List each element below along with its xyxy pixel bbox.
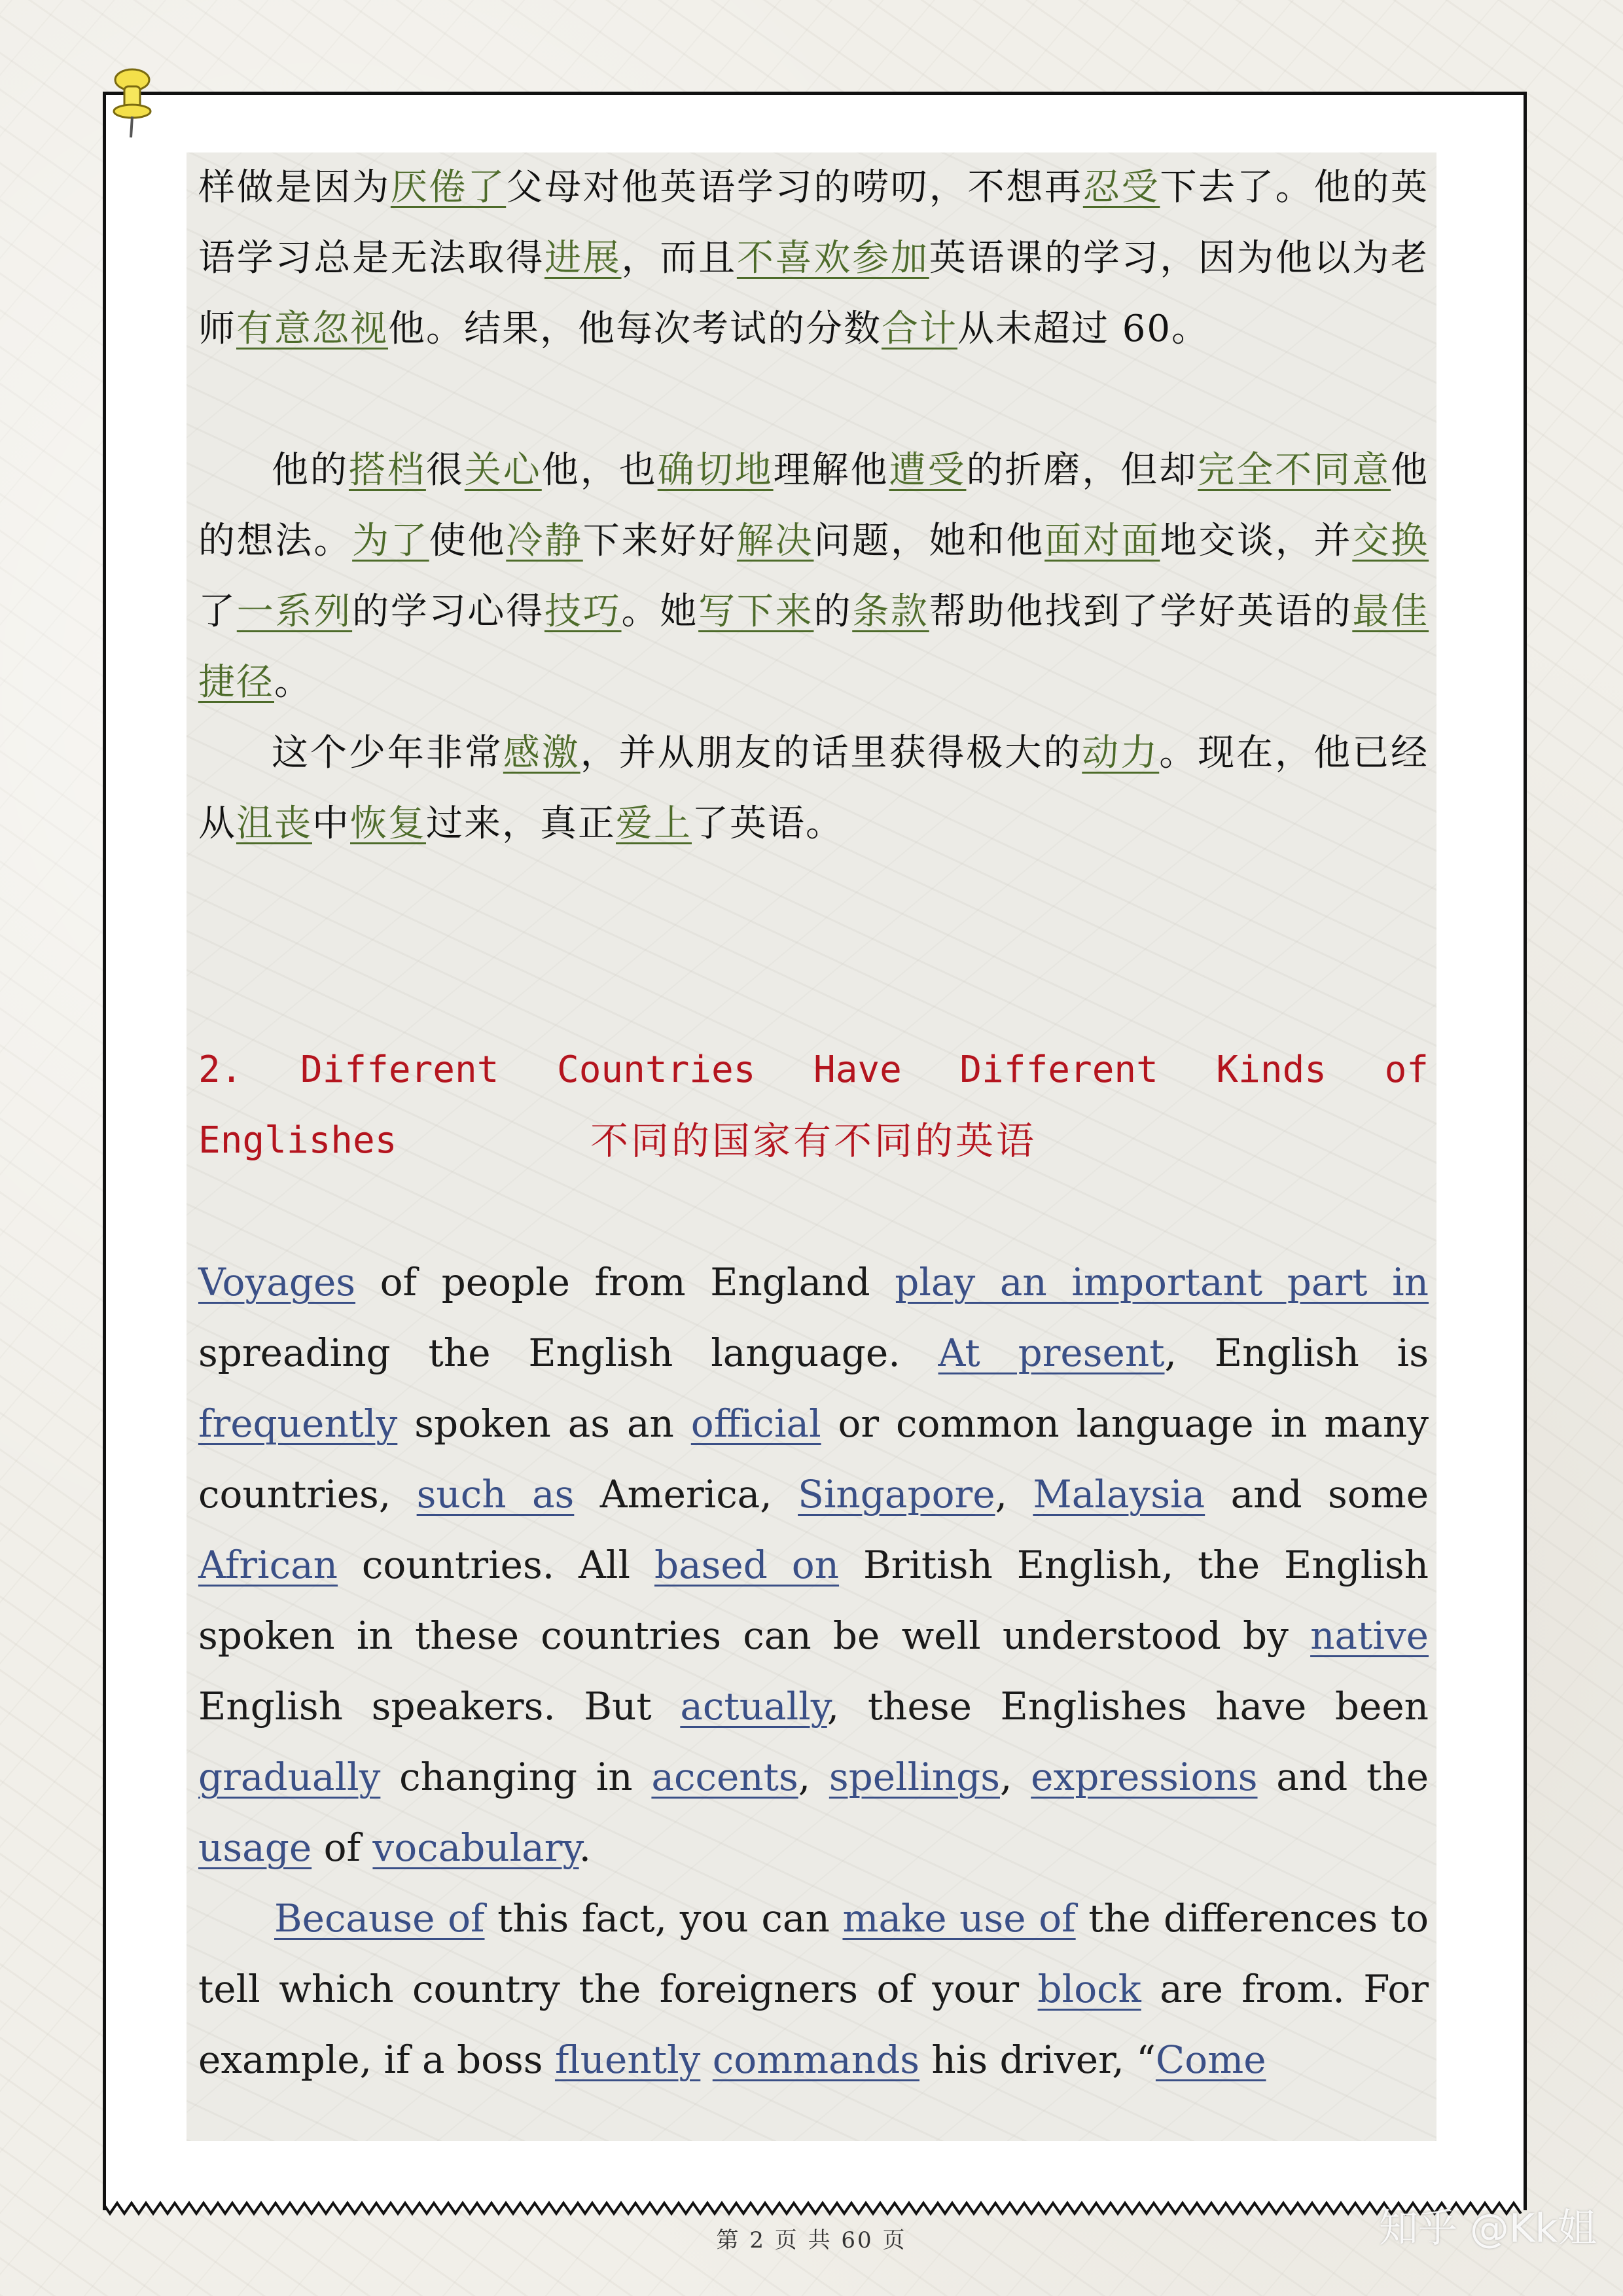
vocabulary-keyword: 不喜欢参加 — [736, 237, 929, 279]
vocabulary-keyword: actually — [680, 1684, 827, 1729]
text-segment: are from. For example, if a boss — [198, 1967, 1429, 2082]
text-segment: 他。结果，他每次考试的分数 — [388, 308, 882, 350]
text-segment — [700, 2037, 712, 2082]
text-segment: , — [995, 1472, 1033, 1516]
text-segment: the differences to tell which country the foreigners of your — [198, 1896, 1429, 2011]
text-segment: ，而且 — [621, 237, 737, 279]
text-segment: 很 — [425, 449, 465, 492]
text-segment: this fact, you can — [484, 1896, 843, 1941]
text-segment: his driver, “ — [919, 2037, 1156, 2082]
text-segment: 他的想法。 — [198, 449, 1429, 562]
text-segment: , — [798, 1755, 829, 1799]
vocabulary-keyword: native — [1310, 1613, 1429, 1658]
text-segment: 的 — [813, 590, 853, 633]
vocabulary-keyword: Singapore — [798, 1472, 995, 1516]
vocabulary-keyword: such as — [416, 1472, 575, 1516]
vocabulary-keyword: accents — [651, 1755, 798, 1799]
vocabulary-keyword: 完全不同意 — [1198, 449, 1391, 492]
vocabulary-keyword: 恢复 — [350, 802, 426, 845]
text-segment: 问题，她和他 — [813, 520, 1045, 562]
vocabulary-keyword: frequently — [198, 1401, 398, 1446]
text-segment: 英语课的学习，因为他以为老师 — [198, 237, 1429, 350]
text-segment: 他，也 — [541, 449, 658, 492]
text-segment: 下去了。他的英语学习总是无法取得 — [198, 166, 1429, 279]
text-segment: 中 — [312, 802, 350, 845]
vocabulary-keyword: Come — [1155, 2037, 1266, 2082]
vocabulary-keyword: make use of — [842, 1896, 1076, 1941]
text-segment: 这个少年非常 — [272, 732, 503, 774]
page-number: 第 2 页 共 60 页 — [716, 2227, 907, 2253]
vocabulary-keyword: 关心 — [464, 449, 542, 492]
text-segment: 他的 — [272, 449, 349, 492]
text-segment: , these Englishes have been — [827, 1684, 1429, 1729]
text-segment: ，并从朋友的话里获得极大的 — [580, 732, 1082, 774]
vocabulary-keyword: spellings — [829, 1755, 1000, 1799]
vocabulary-keyword: block — [1037, 1967, 1141, 2011]
text-segment: 使他 — [429, 520, 507, 562]
text-segment: 下来好好 — [582, 520, 737, 562]
vocabulary-keyword: 有意忽视 — [236, 308, 388, 350]
vocabulary-keyword: Voyages — [198, 1260, 356, 1304]
text-segment: spoken as an — [397, 1401, 691, 1446]
text-segment: changing in — [380, 1755, 652, 1799]
vocabulary-keyword: 交换 — [1352, 520, 1429, 562]
text-segment: 了英语。 — [692, 802, 844, 845]
vocabulary-keyword: gradually — [198, 1755, 381, 1799]
text-segment: spreading the English language. — [198, 1331, 938, 1375]
text-segment: 父母对他英语学习的唠叨，不想再 — [506, 166, 1083, 209]
vocabulary-keyword: 进展 — [544, 237, 622, 279]
vocabulary-keyword: 忍受 — [1082, 166, 1160, 209]
section-title-en: 2. Different Countries Have Different Kinds of Englishes — [198, 1049, 1429, 1162]
section-title-zh: 不同的国家有不同的英语 — [590, 1119, 1037, 1163]
vocabulary-keyword: 遭受 — [889, 449, 967, 492]
vocabulary-keyword: 为了 — [352, 520, 429, 562]
text-segment: 从未超过 60。 — [957, 308, 1210, 350]
vocabulary-keyword: 合计 — [882, 308, 957, 350]
vocabulary-keyword: official — [690, 1401, 821, 1446]
text-segment: 帮助他找到了学好英语的 — [929, 590, 1353, 633]
text-segment: 。 — [274, 661, 312, 704]
vocabulary-keyword: 技巧 — [544, 590, 622, 633]
paragraph — [198, 152, 1429, 365]
text-segment: British English, the English spoken in these countries can be well understood by — [198, 1543, 1429, 1658]
text-segment: 了 — [198, 590, 237, 633]
vocabulary-keyword: African — [198, 1543, 338, 1587]
vocabulary-keyword: commands — [712, 2037, 919, 2082]
text-segment: 地交谈，并 — [1160, 520, 1353, 562]
text-segment: 。现在，他已经从 — [198, 732, 1429, 845]
vocabulary-keyword: 冷静 — [506, 520, 583, 562]
text-segment: 。她 — [621, 590, 699, 633]
text-segment: 理解他 — [773, 449, 889, 492]
vocabulary-keyword: 解决 — [736, 520, 814, 562]
text-segment: . — [579, 1825, 592, 1870]
text-segment: and some — [1205, 1472, 1429, 1516]
vocabulary-keyword: 面对面 — [1044, 520, 1160, 562]
vocabulary-keyword: 爱上 — [616, 802, 692, 845]
vocabulary-keyword: usage — [198, 1825, 312, 1870]
text-segment: America, — [574, 1472, 798, 1516]
text-segment: 的折磨，但却 — [966, 449, 1198, 492]
vocabulary-keyword: 最佳捷径 — [198, 590, 1429, 704]
vocabulary-keyword: play an important part in — [895, 1260, 1429, 1304]
vocabulary-keyword: 确切地 — [657, 449, 774, 492]
text-segment: or common language in many countries, — [198, 1401, 1429, 1516]
vocabulary-keyword: 写下来 — [698, 590, 814, 633]
vocabulary-keyword: 搭档 — [348, 449, 426, 492]
text-segment: countries. All — [338, 1543, 654, 1587]
vocabulary-keyword: 一系列 — [236, 590, 353, 633]
text-segment: and the — [1257, 1755, 1429, 1799]
vocabulary-keyword: 沮丧 — [236, 802, 312, 845]
vocabulary-keyword: fluently — [554, 2037, 701, 2082]
watermark: 知乎 @Kk姐 — [1378, 2206, 1597, 2251]
vocabulary-keyword: 条款 — [852, 590, 929, 633]
pushpin-icon — [105, 60, 157, 139]
paragraph — [198, 1883, 1429, 2095]
vocabulary-keyword: At present — [938, 1331, 1165, 1375]
vocabulary-keyword: 厌倦了 — [390, 166, 507, 209]
paragraph — [198, 435, 1429, 718]
paragraph — [198, 718, 1429, 859]
vocabulary-keyword: Malaysia — [1033, 1472, 1205, 1516]
vocabulary-keyword: expressions — [1031, 1755, 1258, 1799]
content-panel — [187, 152, 1436, 2141]
text-segment: English speakers. But — [198, 1684, 681, 1729]
vocabulary-keyword: 动力 — [1082, 732, 1160, 774]
text-segment: 过来，真正 — [426, 802, 616, 845]
paragraph — [198, 1247, 1429, 1883]
text-segment: of people from England — [355, 1260, 895, 1304]
text-segment: , English is — [1164, 1331, 1429, 1375]
text-segment: of — [312, 1825, 373, 1870]
vocabulary-keyword: 感激 — [503, 732, 580, 774]
text-segment: 的学习心得 — [352, 590, 544, 633]
vocabulary-keyword: based on — [654, 1543, 840, 1587]
vocabulary-keyword: Because of — [274, 1896, 485, 1941]
vocabulary-keyword: vocabulary — [372, 1825, 579, 1870]
text-segment: 样做是因为 — [198, 166, 391, 209]
text-segment: , — [1000, 1755, 1031, 1799]
